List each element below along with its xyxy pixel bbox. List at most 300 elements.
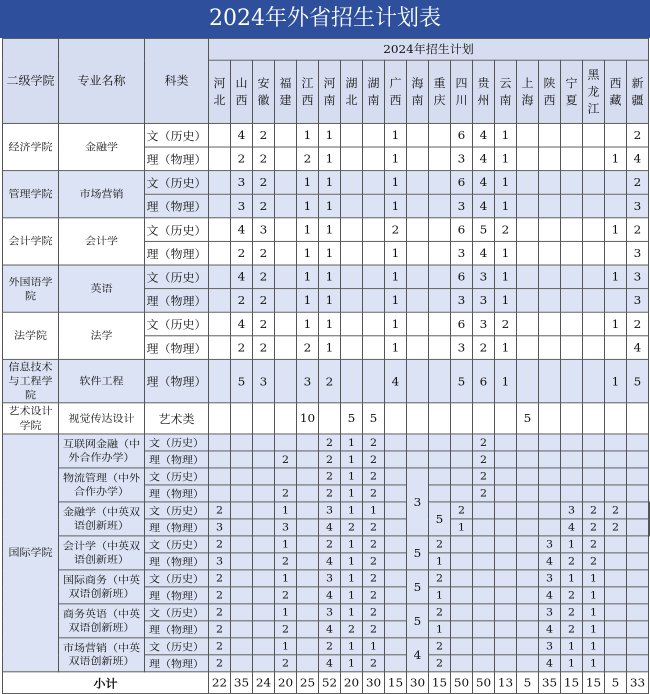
quota-cell (275, 336, 297, 360)
subject-type: 理（物理） (145, 485, 209, 502)
quota-cell: 2 (231, 241, 253, 265)
quota-cell (517, 359, 539, 402)
subject-type: 文（历史） (145, 265, 209, 289)
quota-cell (385, 655, 407, 672)
quota-cell: 2 (209, 621, 231, 638)
hainan-merged-quota: 4 (407, 638, 429, 672)
quota-cell: 4 (319, 655, 341, 672)
quota-cell: 3 (473, 265, 495, 289)
quota-cell: 6 (451, 171, 473, 195)
header-province: 西藏 (605, 60, 627, 123)
quota-cell: 2 (209, 604, 231, 621)
quota-cell (209, 194, 231, 218)
quota-cell (517, 147, 539, 171)
total-cell: 15 (561, 672, 583, 694)
quota-cell (627, 451, 649, 468)
quota-cell: 2 (473, 485, 495, 502)
header-province: 河南 (319, 60, 341, 123)
header-province: 宁夏 (561, 60, 583, 123)
quota-cell: 2 (341, 621, 363, 638)
quota-cell (561, 359, 583, 402)
quota-cell: 5 (627, 359, 649, 402)
quota-cell: 1 (451, 519, 473, 536)
quota-cell: 3 (451, 336, 473, 360)
subject-type: 理（物理） (145, 587, 209, 604)
quota-cell (495, 536, 517, 553)
quota-cell (517, 171, 539, 195)
table-row (3, 468, 650, 485)
quota-cell (495, 553, 517, 570)
enrollment-plan-table (2, 38, 650, 694)
quota-cell (605, 434, 627, 451)
quota-cell (209, 485, 231, 502)
quota-cell: 4 (539, 621, 561, 638)
quota-cell: 1 (319, 265, 341, 289)
quota-cell: 3 (627, 289, 649, 313)
quota-cell (429, 265, 451, 289)
quota-cell (297, 553, 319, 570)
quota-cell (539, 194, 561, 218)
total-cell: 35 (231, 672, 253, 694)
quota-cell (231, 570, 253, 587)
quota-cell: 2 (451, 502, 473, 519)
quota-cell (275, 171, 297, 195)
quota-cell (495, 403, 517, 434)
quota-cell: 3 (539, 604, 561, 621)
college-name: 国际学院 (3, 434, 59, 672)
quota-cell: 1 (341, 570, 363, 587)
major-name: 互联网金融（中外合作办学） (59, 434, 145, 468)
table-row (3, 312, 650, 336)
quota-cell: 1 (297, 241, 319, 265)
quota-cell: 6 (451, 123, 473, 147)
subject-type: 理（物理） (145, 655, 209, 672)
quota-cell: 2 (583, 553, 605, 570)
quota-cell: 1 (319, 218, 341, 242)
quota-cell (627, 604, 649, 621)
quota-cell: 1 (583, 570, 605, 587)
table-row (3, 570, 650, 587)
quota-cell (253, 536, 275, 553)
quota-cell (385, 587, 407, 604)
college-name: 外国语学院 (3, 265, 59, 312)
quota-cell: 4 (561, 519, 583, 536)
quota-cell: 5 (341, 403, 363, 434)
quota-cell: 2 (363, 485, 385, 502)
quota-cell: 1 (561, 536, 583, 553)
quota-cell: 1 (297, 218, 319, 242)
quota-cell (561, 241, 583, 265)
quota-cell (429, 147, 451, 171)
quota-cell: 2 (253, 289, 275, 313)
quota-cell: 1 (495, 194, 517, 218)
quota-cell (385, 502, 407, 519)
quota-cell (451, 451, 473, 468)
quota-cell (341, 241, 363, 265)
quota-cell: 6 (473, 359, 495, 402)
quota-cell: 2 (627, 312, 649, 336)
quota-cell: 2 (363, 621, 385, 638)
quota-cell (253, 502, 275, 519)
quota-cell (275, 265, 297, 289)
quota-cell: 1 (341, 604, 363, 621)
quota-cell (473, 570, 495, 587)
quota-cell (429, 194, 451, 218)
total-cell: 24 (253, 672, 275, 694)
quota-cell: 2 (209, 502, 231, 519)
total-cell: 13 (495, 672, 517, 694)
quota-cell (605, 171, 627, 195)
quota-cell (605, 485, 627, 502)
quota-cell: 5 (363, 403, 385, 434)
quota-cell: 1 (561, 655, 583, 672)
quota-cell (517, 485, 539, 502)
header-subject: 科类 (145, 38, 209, 123)
quota-cell (363, 359, 385, 402)
quota-cell (407, 194, 429, 218)
quota-cell (341, 147, 363, 171)
quota-cell (341, 336, 363, 360)
subject-type: 理（物理） (145, 289, 209, 313)
quota-cell (363, 265, 385, 289)
quota-cell (429, 289, 451, 313)
total-cell: 35 (539, 672, 561, 694)
quota-cell: 1 (297, 312, 319, 336)
quota-cell (627, 570, 649, 587)
table-title: 2024年外省招生计划表 (0, 0, 650, 38)
quota-cell (627, 655, 649, 672)
quota-cell: 2 (473, 434, 495, 451)
quota-cell (517, 570, 539, 587)
quota-cell: 3 (473, 312, 495, 336)
quota-cell: 2 (561, 604, 583, 621)
quota-cell: 1 (495, 147, 517, 171)
quota-cell (605, 570, 627, 587)
quota-cell (627, 519, 649, 536)
table-row (3, 403, 650, 434)
subject-type: 理（物理） (145, 147, 209, 171)
quota-cell (605, 194, 627, 218)
quota-cell (517, 553, 539, 570)
quota-cell: 4 (231, 218, 253, 242)
subject-type: 文（历史） (145, 434, 209, 451)
quota-cell (561, 485, 583, 502)
quota-cell: 1 (319, 241, 341, 265)
quota-cell (517, 502, 539, 519)
quota-cell (539, 336, 561, 360)
quota-cell (517, 241, 539, 265)
table-row (3, 502, 650, 519)
quota-cell (583, 336, 605, 360)
quota-cell (561, 468, 583, 485)
quota-cell (495, 434, 517, 451)
quota-cell: 1 (319, 336, 341, 360)
quota-cell (275, 403, 297, 434)
quota-cell (517, 655, 539, 672)
major-name: 英语 (59, 265, 145, 312)
quota-cell (561, 289, 583, 313)
quota-cell (605, 536, 627, 553)
quota-cell (429, 123, 451, 147)
subject-type: 文（历史） (145, 570, 209, 587)
subject-type: 文（历史） (145, 638, 209, 655)
quota-cell: 2 (561, 621, 583, 638)
quota-cell: 1 (363, 502, 385, 519)
quota-cell (517, 336, 539, 360)
college-name: 经济学院 (3, 123, 59, 170)
quota-cell: 1 (297, 289, 319, 313)
quota-cell (539, 218, 561, 242)
quota-cell: 5 (231, 359, 253, 402)
quota-cell (605, 241, 627, 265)
total-cell: 50 (473, 672, 495, 694)
total-row (3, 672, 650, 694)
table-row (3, 536, 650, 553)
quota-cell (451, 434, 473, 451)
quota-cell: 1 (429, 621, 451, 638)
quota-cell: 3 (451, 241, 473, 265)
quota-cell: 2 (363, 655, 385, 672)
major-name: 市场营销（中英双语创新班） (59, 638, 145, 672)
quota-cell (407, 123, 429, 147)
quota-cell (451, 655, 473, 672)
quota-cell: 2 (583, 536, 605, 553)
quota-cell (297, 655, 319, 672)
quota-cell (539, 502, 561, 519)
hainan-merged-quota: 3 (407, 468, 429, 536)
quota-cell: 2 (209, 536, 231, 553)
quota-cell (407, 289, 429, 313)
quota-cell (517, 312, 539, 336)
quota-cell (627, 536, 649, 553)
quota-cell: 1 (605, 147, 627, 171)
quota-cell: 3 (627, 194, 649, 218)
quota-cell (495, 451, 517, 468)
quota-cell (627, 403, 649, 434)
quota-cell: 2 (253, 147, 275, 171)
quota-cell: 2 (561, 587, 583, 604)
quota-cell (495, 604, 517, 621)
quota-cell: 5 (517, 403, 539, 434)
quota-cell (517, 451, 539, 468)
quota-cell (253, 587, 275, 604)
quota-cell (473, 621, 495, 638)
quota-cell: 1 (275, 570, 297, 587)
quota-cell (517, 289, 539, 313)
total-cell: 30 (363, 672, 385, 694)
quota-cell: 6 (451, 265, 473, 289)
quota-cell (517, 587, 539, 604)
quota-cell (341, 218, 363, 242)
quota-cell (231, 655, 253, 672)
hainan-merged-quota: 5 (407, 536, 429, 570)
quota-cell: 1 (275, 502, 297, 519)
quota-cell: 2 (495, 218, 517, 242)
quota-cell: 1 (495, 359, 517, 402)
subject-type: 理（物理） (145, 451, 209, 468)
table-row (3, 123, 650, 147)
quota-cell: 1 (583, 587, 605, 604)
quota-cell (363, 194, 385, 218)
quota-cell: 2 (209, 638, 231, 655)
quota-cell: 1 (297, 171, 319, 195)
quota-cell: 1 (495, 336, 517, 360)
quota-cell (451, 553, 473, 570)
header-province: 黑龙江 (583, 60, 605, 123)
quota-cell (539, 123, 561, 147)
quota-cell (297, 519, 319, 536)
quota-cell (495, 468, 517, 485)
subject-type: 文（历史） (145, 468, 209, 485)
header-province: 贵州 (473, 60, 495, 123)
quota-cell: 2 (627, 123, 649, 147)
quota-cell (473, 536, 495, 553)
quota-cell: 1 (275, 604, 297, 621)
quota-cell (297, 434, 319, 451)
quota-cell: 2 (473, 468, 495, 485)
quota-cell (231, 604, 253, 621)
quota-cell (605, 553, 627, 570)
quota-cell (363, 171, 385, 195)
quota-cell (341, 265, 363, 289)
quota-cell: 2 (275, 485, 297, 502)
total-cell: 25 (297, 672, 319, 694)
quota-cell (561, 123, 583, 147)
header-province: 山西 (231, 60, 253, 123)
quota-cell (253, 621, 275, 638)
quota-cell (385, 468, 407, 485)
quota-cell (539, 241, 561, 265)
quota-cell (517, 194, 539, 218)
quota-cell (451, 638, 473, 655)
quota-cell (495, 587, 517, 604)
quota-cell: 10 (297, 403, 319, 434)
quota-cell: 1 (605, 359, 627, 402)
quota-cell: 1 (495, 265, 517, 289)
quota-cell (407, 403, 429, 434)
quota-cell: 1 (385, 171, 407, 195)
quota-cell: 2 (319, 536, 341, 553)
quota-cell (583, 289, 605, 313)
quota-cell (231, 434, 253, 451)
quota-cell: 4 (473, 171, 495, 195)
header-plan-group: 2024年招生计划 (209, 38, 649, 60)
quota-cell (429, 218, 451, 242)
quota-cell (363, 147, 385, 171)
table-row (3, 434, 650, 451)
quota-cell: 3 (627, 241, 649, 265)
header-major: 专业名称 (59, 38, 145, 123)
quota-cell (473, 655, 495, 672)
quota-cell (231, 485, 253, 502)
quota-cell: 2 (605, 519, 627, 536)
quota-cell: 3 (209, 553, 231, 570)
quota-cell (253, 655, 275, 672)
quota-cell (363, 241, 385, 265)
college-name: 艺术设计学院 (3, 403, 59, 434)
quota-cell (517, 604, 539, 621)
hainan-merged-quota: 5 (429, 502, 451, 536)
total-cell: 5 (517, 672, 539, 694)
header-college: 二级学院 (3, 38, 59, 123)
college-name: 法学院 (3, 312, 59, 359)
quota-cell (451, 403, 473, 434)
quota-cell (495, 519, 517, 536)
quota-cell (583, 123, 605, 147)
quota-cell: 2 (605, 502, 627, 519)
quota-cell: 6 (451, 218, 473, 242)
quota-cell (627, 621, 649, 638)
quota-cell (231, 587, 253, 604)
header-province: 上海 (517, 60, 539, 123)
quota-cell: 1 (275, 638, 297, 655)
quota-cell: 1 (341, 434, 363, 451)
quota-cell (583, 312, 605, 336)
subject-type: 理（物理） (145, 359, 209, 402)
quota-cell (297, 638, 319, 655)
quota-cell (209, 403, 231, 434)
quota-cell: 1 (429, 587, 451, 604)
quota-cell (209, 289, 231, 313)
subject-type: 理（物理） (145, 194, 209, 218)
quota-cell (209, 468, 231, 485)
quota-cell (605, 403, 627, 434)
table-row (3, 638, 650, 655)
quota-cell: 3 (451, 289, 473, 313)
quota-cell: 1 (583, 638, 605, 655)
quota-cell (429, 434, 451, 451)
quota-cell: 1 (385, 194, 407, 218)
major-name: 会计学 (59, 218, 145, 265)
major-name: 金融学 (59, 123, 145, 170)
quota-cell (275, 218, 297, 242)
quota-cell: 2 (363, 587, 385, 604)
quota-cell (583, 403, 605, 434)
quota-cell: 3 (275, 519, 297, 536)
quota-cell: 1 (341, 502, 363, 519)
quota-cell (209, 312, 231, 336)
quota-cell: 2 (231, 147, 253, 171)
quota-cell: 3 (539, 536, 561, 553)
quota-cell (341, 194, 363, 218)
quota-cell: 1 (319, 312, 341, 336)
quota-cell (407, 336, 429, 360)
quota-cell (297, 451, 319, 468)
quota-cell (275, 194, 297, 218)
quota-cell (649, 519, 650, 536)
subject-type: 文（历史） (145, 536, 209, 553)
quota-cell (275, 434, 297, 451)
quota-cell: 2 (363, 519, 385, 536)
quota-cell: 2 (429, 638, 451, 655)
quota-cell (627, 587, 649, 604)
quota-cell: 1 (583, 621, 605, 638)
quota-cell (275, 312, 297, 336)
total-cell: 5 (605, 672, 627, 694)
quota-cell (275, 123, 297, 147)
quota-cell: 2 (561, 553, 583, 570)
subject-type: 文（历史） (145, 312, 209, 336)
total-cell: 20 (275, 672, 297, 694)
quota-cell (539, 265, 561, 289)
quota-cell (407, 218, 429, 242)
major-name: 软件工程 (59, 359, 145, 402)
quota-cell (517, 519, 539, 536)
quota-cell (209, 434, 231, 451)
quota-cell (451, 570, 473, 587)
quota-cell (627, 502, 649, 519)
quota-cell: 4 (319, 519, 341, 536)
